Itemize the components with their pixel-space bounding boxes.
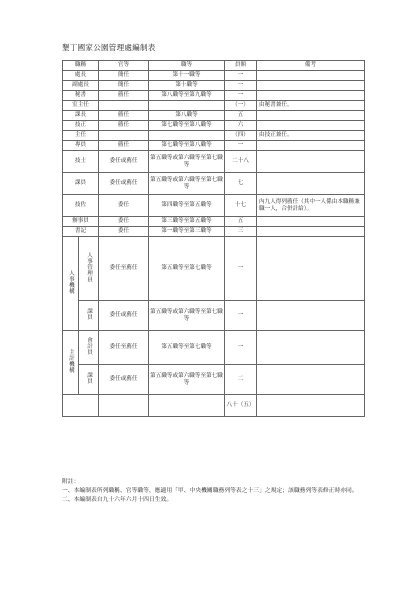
cell-title: 辦事員 <box>63 217 99 227</box>
cell-title: 室主任 <box>63 101 99 111</box>
cell-grade: 第三職等至第五職等 <box>149 217 225 227</box>
table-row <box>63 195 365 217</box>
table-row <box>63 227 365 237</box>
cell-count: 一 <box>225 301 257 331</box>
cell-grade: 第七職等至第八職等 <box>149 141 225 151</box>
cell-count: （四） <box>225 131 257 141</box>
cell-count: 二十八 <box>225 151 257 173</box>
table-row <box>63 365 365 395</box>
cell-grade: 第五職等或第六職等至第七職等 <box>149 151 225 173</box>
cell-note <box>257 227 365 237</box>
cell-grade: 第五職等至第七職等 <box>149 237 225 301</box>
cell-note <box>257 121 365 131</box>
page-title: 墾丁國家公園管理處編制表 <box>62 43 156 52</box>
table-row <box>63 111 365 121</box>
cell-rank: 薦任 <box>99 91 149 101</box>
cell-rank <box>99 395 149 417</box>
cell-title: 技正 <box>63 121 99 131</box>
table-row <box>63 331 365 365</box>
cell-grade: 第五職等或第六職等至第七職等 <box>149 173 225 195</box>
table-row <box>63 101 365 111</box>
table-body <box>63 71 365 417</box>
table-row <box>63 91 365 101</box>
cell-rank: 委任或薦任 <box>99 151 149 173</box>
cell-title: 技佐 <box>63 195 99 217</box>
cell-count: （一） <box>225 101 257 111</box>
cell-note <box>257 331 365 365</box>
cell-grade <box>149 131 225 141</box>
cell-title: 專員 <box>63 141 99 151</box>
personnel-group-label <box>63 237 79 331</box>
cell-title: 課員 <box>63 173 99 195</box>
cell-title <box>79 365 99 395</box>
cell-count: 六 <box>225 121 257 131</box>
cell-title-text: 課員 <box>86 371 92 385</box>
cell-note <box>257 395 365 417</box>
cell-title <box>79 237 99 301</box>
table-row <box>63 237 365 301</box>
personnel-group-text: 人事機構 <box>67 269 74 295</box>
header-grade: 職等 <box>149 61 225 71</box>
cell-rank: 簡任 <box>99 71 149 81</box>
cell-count: 一 <box>225 91 257 101</box>
cell-count: 一 <box>225 81 257 91</box>
cell-title: 書記 <box>63 227 99 237</box>
cell-title: 技士 <box>63 151 99 173</box>
cell-count: 一 <box>225 71 257 81</box>
table-row <box>63 131 365 141</box>
cell-total-count: 八十（五） <box>225 395 257 417</box>
cell-title <box>63 395 99 417</box>
cell-grade: 第八職等 <box>149 111 225 121</box>
cell-rank: 委任 <box>99 217 149 227</box>
cell-rank <box>99 131 149 141</box>
cell-title: 副處長 <box>63 81 99 91</box>
cell-count: 二 <box>225 365 257 395</box>
accounting-group-label <box>63 331 79 395</box>
note-item-2: 二、本編制表自九十六年六月十四日生效。 <box>62 496 173 503</box>
header-rank: 官等 <box>99 61 149 71</box>
cell-grade <box>149 395 225 417</box>
notes-heading: 附註： <box>62 479 80 485</box>
cell-title-text: 會計員 <box>86 336 92 356</box>
table-row <box>63 173 365 195</box>
cell-title <box>79 331 99 365</box>
cell-rank: 委任或薦任 <box>99 365 149 395</box>
cell-grade: 第五職等或第六職等至第七職等 <box>149 301 225 331</box>
cell-note: 由技正兼任。 <box>257 131 365 141</box>
cell-rank: 簡任 <box>99 81 149 91</box>
cell-title-text: 人事管理員 <box>86 251 92 283</box>
cell-rank: 委任或薦任 <box>99 301 149 331</box>
cell-grade: 第十一職等 <box>149 71 225 81</box>
cell-rank: 委任或薦任 <box>99 173 149 195</box>
header-note: 備考 <box>257 61 365 71</box>
cell-note <box>257 71 365 81</box>
cell-note <box>257 111 365 121</box>
cell-note <box>257 91 365 101</box>
cell-grade: 第七職等至第八職等 <box>149 121 225 131</box>
cell-grade: 第五職等或第六職等至第七職等 <box>149 365 225 395</box>
total-row <box>63 395 365 417</box>
cell-title: 課長 <box>63 111 99 121</box>
table-row <box>63 141 365 151</box>
table-row <box>63 71 365 81</box>
cell-title: 主任 <box>63 131 99 141</box>
table-row <box>63 81 365 91</box>
cell-note <box>257 151 365 173</box>
cell-note: 由秘書兼任。 <box>257 101 365 111</box>
cell-count: 七 <box>225 173 257 195</box>
cell-note <box>257 217 365 227</box>
cell-rank: 薦任 <box>99 111 149 121</box>
cell-rank: 委任至薦任 <box>99 237 149 301</box>
accounting-group-text: 主計機構 <box>67 348 74 374</box>
table-header-row <box>63 61 365 71</box>
note-item-1: 一、本編制表所列職稱、官等職等，應適用「甲、中央機關職務列等表之十三」之規定；該職務列等表修正時亦同。 <box>62 487 358 494</box>
cell-note <box>257 141 365 151</box>
cell-note: 內九人得列薦任（其中一人係由本職稱兼職一人，合併計給）。 <box>257 195 365 217</box>
cell-note <box>257 301 365 331</box>
cell-title-text: 課員 <box>86 307 92 321</box>
cell-rank: 委任至薦任 <box>99 331 149 365</box>
cell-title: 秘書 <box>63 91 99 101</box>
cell-grade: 第四職等至第五職等 <box>149 195 225 217</box>
header-count: 員額 <box>225 61 257 71</box>
cell-note <box>257 365 365 395</box>
cell-note <box>257 81 365 91</box>
table-row <box>63 217 365 227</box>
table-row <box>63 151 365 173</box>
cell-count: 五 <box>225 111 257 121</box>
staffing-table <box>62 60 365 417</box>
cell-grade: 第一職等至第三職等 <box>149 227 225 237</box>
cell-count: 一 <box>225 237 257 301</box>
cell-count: 一 <box>225 141 257 151</box>
cell-count: 一 <box>225 331 257 365</box>
cell-count: 三 <box>225 227 257 237</box>
notes-section <box>62 478 362 505</box>
cell-count: 十七 <box>225 195 257 217</box>
header-title: 職稱 <box>63 61 99 71</box>
cell-grade: 第十職等 <box>149 81 225 91</box>
table-row <box>63 301 365 331</box>
cell-count: 五 <box>225 217 257 227</box>
cell-rank: 薦任 <box>99 121 149 131</box>
cell-title <box>79 301 99 331</box>
cell-rank: 委任 <box>99 227 149 237</box>
cell-grade: 第五職等至第七職等 <box>149 331 225 365</box>
cell-rank: 薦任 <box>99 141 149 151</box>
cell-rank: 委任 <box>99 195 149 217</box>
cell-grade <box>149 101 225 111</box>
table-row <box>63 121 365 131</box>
cell-note <box>257 173 365 195</box>
cell-rank <box>99 101 149 111</box>
cell-note <box>257 237 365 301</box>
cell-title: 處長 <box>63 71 99 81</box>
cell-grade: 第八職等至第九職等 <box>149 91 225 101</box>
